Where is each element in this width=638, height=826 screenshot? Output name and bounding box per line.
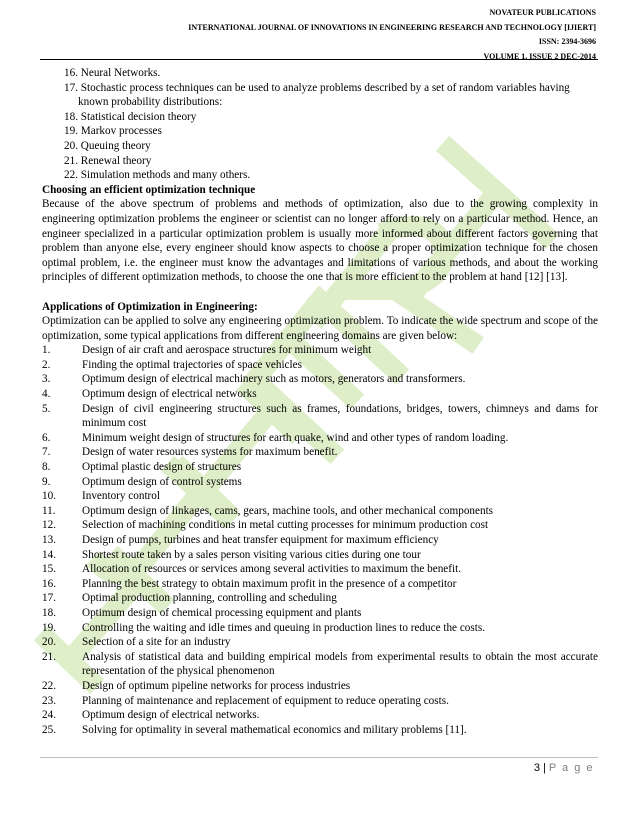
list-item-text: Statistical decision theory	[80, 110, 197, 123]
page-footer	[534, 762, 594, 774]
application-text: Minimum weight design of structures for earth quake, wind and other types of random loading.	[82, 431, 509, 444]
application-text: Selection of a site for an industry	[82, 636, 231, 649]
list-item	[42, 154, 598, 169]
application-number: 14.	[42, 548, 56, 561]
application-text: Design of air craft and aerospace structures for minimum weight	[82, 344, 372, 357]
application-item	[42, 606, 598, 621]
application-item	[42, 372, 598, 387]
list-item-text: Neural Networks.	[80, 67, 161, 79]
application-text: Design of pumps, turbines and heat transfer equipment for maximum efficiency	[82, 534, 439, 546]
list-item-number: 20.	[64, 139, 78, 152]
application-item	[42, 358, 598, 373]
header-divider	[40, 59, 598, 60]
application-number: 3.	[42, 373, 51, 386]
section-paragraph-applications: Optimization can be applied to solve any engineering optimization problem. To indicate the wide spectrum and scope of the optimization, some typical applications from different engineering domains are given below:	[42, 315, 598, 342]
list-item-number: 16.	[64, 67, 78, 79]
application-item	[42, 489, 598, 504]
application-number: 20.	[42, 636, 56, 649]
section-heading-choosing: Choosing an efficient optimization technique	[42, 183, 256, 196]
application-item	[42, 723, 598, 738]
application-number: 15.	[42, 563, 56, 576]
application-number: 6.	[42, 431, 51, 444]
application-item	[42, 533, 598, 548]
application-text: Design of optimum pipeline networks for process industries	[82, 679, 351, 692]
application-text: Planning the best strategy to obtain maximum profit in the presence of a competitor	[82, 577, 457, 590]
list-item-number: 17.	[64, 81, 78, 94]
application-text: Optimal plastic design of structures	[82, 461, 242, 474]
application-number: 23.	[42, 694, 56, 707]
application-text: Optimum design of electrical networks.	[82, 709, 260, 722]
application-item	[42, 591, 598, 606]
page-body	[42, 66, 598, 737]
list-item	[42, 81, 598, 110]
application-item	[42, 402, 598, 431]
application-number: 17.	[42, 592, 56, 605]
application-number: 18.	[42, 606, 56, 619]
list-item	[42, 168, 598, 183]
list-item-text: Queuing theory	[80, 139, 151, 152]
application-number: 21.	[42, 650, 56, 663]
application-item	[42, 445, 598, 460]
application-number: 9.	[42, 475, 51, 488]
application-number: 19.	[42, 621, 56, 634]
application-text: Planning of maintenance and replacement of equipment to reduce operating costs.	[82, 694, 449, 707]
spacer	[42, 285, 598, 300]
application-item	[42, 475, 598, 490]
application-item	[42, 694, 598, 709]
continued-list	[42, 66, 598, 183]
application-text: Optimal production planning, controlling and scheduling	[82, 592, 337, 605]
section-paragraph-choosing: Because of the above spectrum of problems and methods of optimization, also due to the growing complexity in engineering optimization problems the engineer or scientist can no longer afford to rely on a particular method. Hence, an engineer specialized in a particular optimization problem is usually more informed about different factors governing that problem than anyone else, every engineer should know aspects to choose a proper optimization technique for the chosen optimal problem, i.e. the engineer must know the advantages and limitations of various methods, and about the working principles of different optimization methods, to choose the one that is more efficient to the problem at hand [12] [13].	[42, 198, 598, 284]
application-text: Controlling the waiting and idle times and queuing in production lines to reduce the costs.	[82, 621, 485, 634]
application-text: Optimum design of chemical processing equipment and plants	[82, 606, 362, 619]
list-item-number: 19.	[64, 125, 78, 138]
list-item	[42, 139, 598, 154]
application-text: Finding the optimal trajectories of space vehicles	[82, 358, 302, 371]
application-item	[42, 635, 598, 650]
application-number: 24.	[42, 709, 56, 722]
application-text: Optimum design of linkages, cams, gears, machine tools, and other mechanical components	[82, 504, 494, 517]
application-item	[42, 387, 598, 402]
application-text: Optimum design of electrical machinery such as motors, generators and transformers.	[82, 373, 466, 386]
application-text: Allocation of resources or services among several activities to maximum the benefit.	[82, 563, 462, 576]
application-number: 4.	[42, 388, 51, 401]
application-text: Inventory control	[82, 490, 160, 503]
list-item-text: Simulation methods and many others.	[80, 169, 251, 182]
footer-separator: |	[542, 762, 546, 774]
application-number: 1.	[42, 344, 51, 357]
application-item	[42, 343, 598, 358]
application-text: Design of water resources systems for maximum benefit.	[82, 446, 338, 459]
publisher-name: NOVATEUR PUBLICATIONS	[489, 8, 596, 17]
application-item	[42, 431, 598, 446]
list-item-text: Stochastic process techniques can be used to analyze problems described by a set of random variables having known probability distributions:	[78, 81, 570, 109]
application-number: 13.	[42, 534, 56, 546]
application-text: Selection of machining conditions in metal cutting processes for minimum production cost	[82, 519, 489, 532]
list-item	[42, 110, 598, 125]
list-item	[42, 66, 598, 81]
application-text: Optimum design of control systems	[82, 475, 242, 488]
application-number: 16.	[42, 577, 56, 590]
application-item	[42, 504, 598, 519]
application-number: 25.	[42, 723, 56, 736]
application-item	[42, 460, 598, 475]
application-item	[42, 650, 598, 679]
list-item-text: Renewal theory	[80, 154, 152, 167]
application-number: 11.	[42, 504, 56, 517]
section-heading-applications: Applications of Optimization in Engineering:	[42, 300, 258, 313]
application-item	[42, 679, 598, 694]
application-item	[42, 548, 598, 563]
application-item	[42, 621, 598, 636]
list-item-number: 22.	[64, 169, 78, 182]
list-item	[42, 124, 598, 139]
footer-divider	[40, 757, 598, 758]
journal-header	[188, 6, 596, 64]
application-number: 10.	[42, 490, 56, 503]
application-number: 5.	[42, 402, 51, 415]
volume-issue: VOLUME 1, ISSUE 2 DEC-2014	[483, 51, 596, 61]
application-text: Solving for optimality in several mathematical economics and military problems [11].	[82, 723, 467, 736]
application-text: Analysis of statistical data and building empirical models from experimental results to obtain the most accurate representation of the physical phenomenon	[82, 650, 598, 678]
page-number: 3	[533, 762, 540, 774]
list-item-number: 21.	[64, 154, 78, 167]
application-number: 2.	[42, 358, 51, 371]
application-text: Design of civil engineering structures such as frames, foundations, bridges, towers, chimneys and dams for minimum cost	[82, 402, 598, 430]
journal-title: INTERNATIONAL JOURNAL OF INNOVATIONS IN ENGINEERING RESEARCH AND TECHNOLOGY [IJIERT]	[188, 22, 596, 32]
application-number: 22.	[42, 679, 56, 692]
application-item	[42, 577, 598, 592]
application-number: 12.	[42, 519, 56, 532]
application-text: Shortest route taken by a sales person visiting various cities during one tour	[82, 548, 421, 561]
applications-list	[42, 343, 598, 737]
application-number: 7.	[42, 446, 51, 459]
list-item-text: Markov processes	[80, 125, 162, 138]
application-number: 8.	[42, 461, 51, 474]
issn: ISSN: 2394-3696	[538, 37, 596, 46]
page-word: P a g e	[548, 762, 594, 774]
application-text: Optimum design of electrical networks	[82, 388, 257, 401]
application-item	[42, 562, 598, 577]
application-item	[42, 518, 598, 533]
list-item-number: 18.	[64, 110, 78, 123]
application-item	[42, 708, 598, 723]
